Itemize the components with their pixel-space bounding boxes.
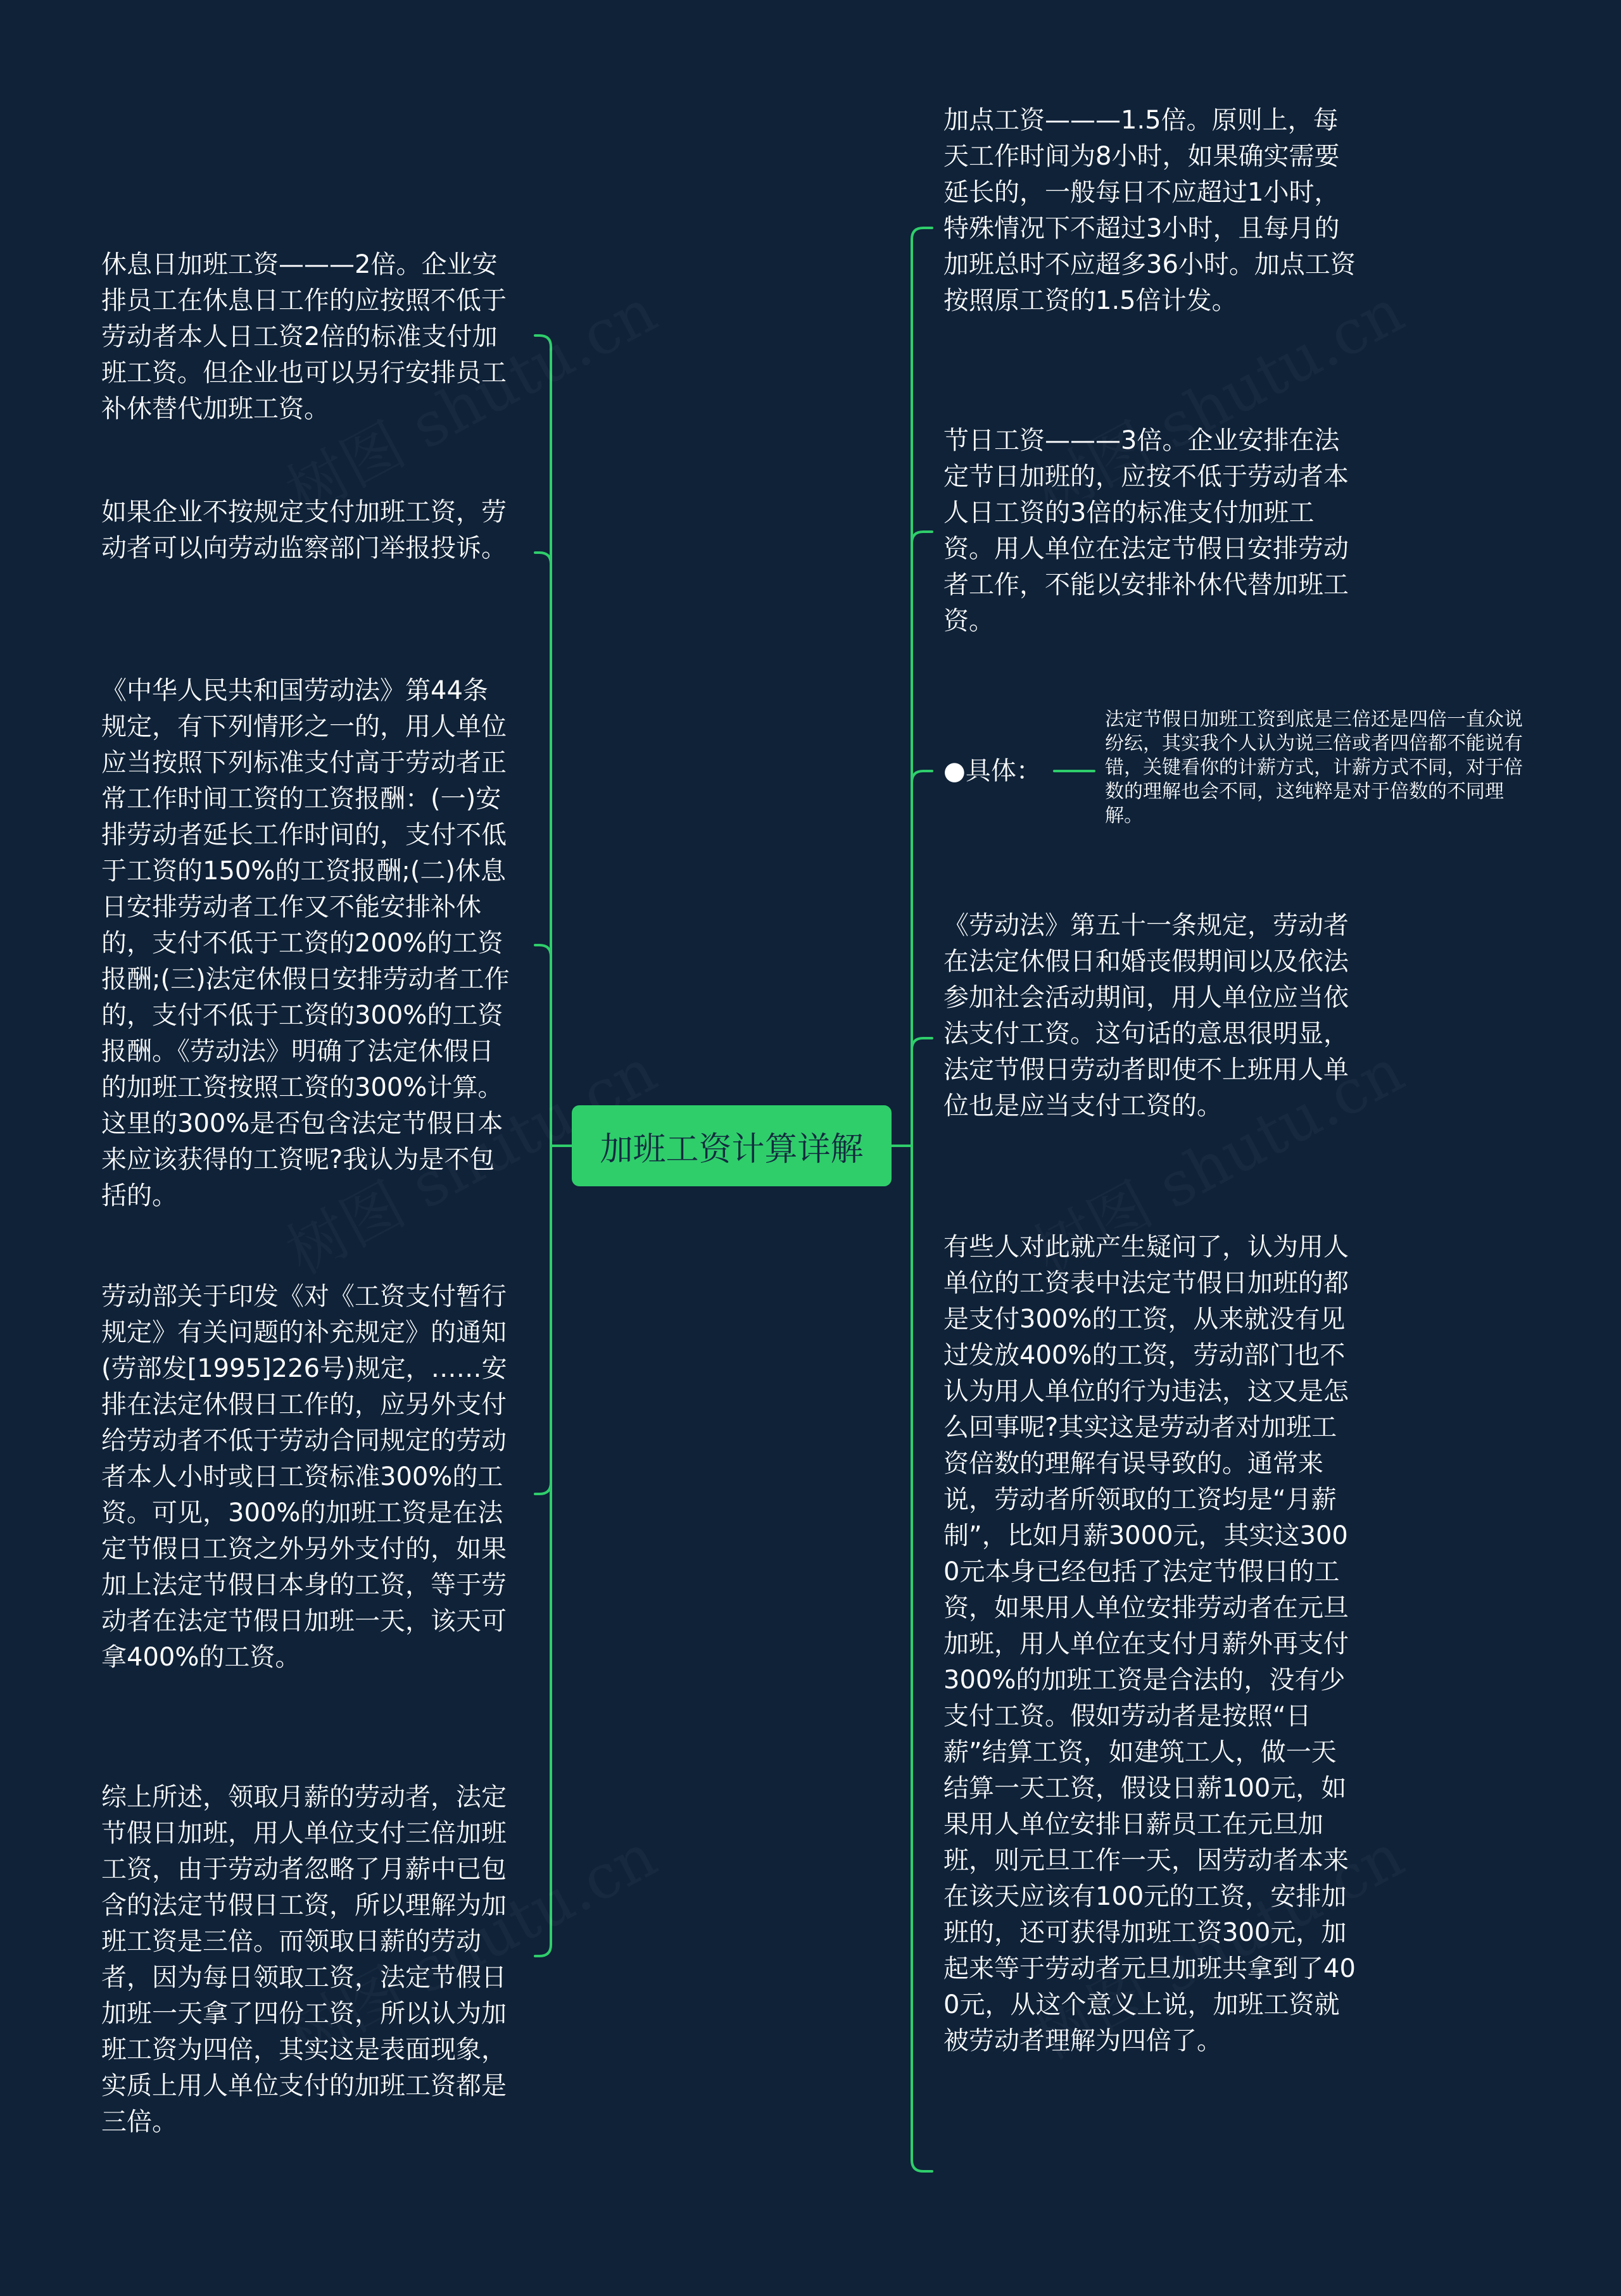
- left-topic-supplementary-regulation[interactable]: 劳动部关于印发《对《工资支付暂行规定》有关问题的补充规定》的通知(劳部发[1995]226号)规定，……安排在法定休假日工作的，应另外支付给劳动者不低于劳动合同规定的劳动者本人小时或日工资标准300%的工资。可见，300%的加班工资是在法定节假日工资之外另外支付的，如果加上法定节假日本身的工资，等于劳动者在法定节假日加班一天，该天可拿400%的工资。: [101, 1282, 507, 1672]
- left-branch-connector-0: [535, 336, 551, 347]
- left-topic-labor-law-article-44[interactable]: 《中华人民共和国劳动法》第44条规定，有下列情形之一的，用人单位应当按照下列标准支付高于劳动者正常工作时间工资的工资报酬：(一)安排劳动者延长工作时间的，支付不低于工资的150%的工资报酬;(二)休息日安排劳动者工作又不能安排补休的，支付不低于工资的200%的工资报酬;(三)法定休假日安排劳动者工作的，支付不低于工资的300%的工资报酬。《劳动法》明确了法定休假日的加班工资按照工资的300%计算。这里的300%是否包含法定节假日本来应该获得的工资呢?我认为是不包括的。: [101, 676, 510, 1210]
- right-topic-overtime-hours-pay[interactable]: 加点工资———1.5倍。原则上，每天工作时间为8小时，如果确实需要延长的，一般每日不应超过1小时，特殊情况下不超过3小时，且每月的加班总时不应超多36小时。加点工资按照原工资的1.5倍计发。: [943, 106, 1356, 315]
- left-topic-rest-day-pay[interactable]: 休息日加班工资———2倍。企业安排员工在休息日工作的应按照不低于劳动者本人日工资2倍的标准支付加班工资。但企业也可以另行安排员工补休替代加班工资。: [101, 250, 507, 423]
- right-subtopic-specific-detail[interactable]: 法定节假日加班工资到底是三倍还是四倍一直众说纷纭，其实我个人认为说三倍或者四倍都不能说有错，关键看你的计薪方式，计薪方式不同，对于倍数的理解也会不同，这纯粹是对于倍数的不同理解。: [1105, 708, 1523, 827]
- right-topic-holiday-pay[interactable]: 节日工资———3倍。企业安排在法定节日加班的，应按不低于劳动者本人日工资的3倍的标准支付加班工资。用人单位在法定节假日安排劳动者工作，不能以安排补休代替加班工资。: [943, 426, 1349, 636]
- right-branch-connector-2: [912, 771, 932, 782]
- right-topic-specific-label[interactable]: ●具体：: [943, 756, 1042, 786]
- left-topic-summary[interactable]: 综上所述，领取月薪的劳动者，法定节假日加班，用人单位支付三倍加班工资，由于劳动者忽略了月薪中已包含的法定节假日工资，所以理解为加班工资是三倍。而领取日薪的劳动者，因为每日领取工资，法定节假日加班一天拿了四份工资，所以认为加班工资为四倍，其实这是表面现象，实质上用人单位支付的加班工资都是三倍。: [101, 1783, 507, 2136]
- left-branch-connector-1: [535, 553, 551, 564]
- right-branch-connector-0: [912, 228, 932, 239]
- left-topic-report-complaint[interactable]: 如果企业不按规定支付加班工资，劳动者可以向劳动监察部门举报投诉。: [101, 498, 507, 563]
- right-branch-connector-1: [912, 532, 932, 543]
- left-branch-connector-2: [535, 945, 551, 957]
- left-branch-connector-3: [535, 1483, 551, 1494]
- right-branch-connector-3: [912, 1038, 932, 1050]
- left-branch-connector-4: [535, 1945, 551, 1956]
- root-topic[interactable]: 加班工资计算详解: [572, 1105, 892, 1186]
- right-topic-doubts-explanation[interactable]: 有些人对此就产生疑问了，认为用人单位的工资表中法定节假日加班的都是支付300%的工资，从来就没有见过发放400%的工资，劳动部门也不认为用人单位的行为违法，这又是怎么回事呢?其实这是劳动者对加班工资倍数的理解有误导致的。通常来说，劳动者所领取的工资均是“月薪制”，比如月薪3000元，其实这3000元本身已经包括了法定节假日的工资，如果用人单位安排劳动者在元旦加班，用人单位在支付月薪外再支付300%的加班工资是合法的，没有少支付工资。假如劳动者是按照“日薪”结算工资，如建筑工人，做一天结算一天工资，假设日薪100元，如果用人单位安排日薪员工在元旦加班，则元旦工作一天，因劳动者本来在该天应该有100元的工资，安排加班的，还可获得加班工资300元，加起来等于劳动者元旦加班共拿到了400元，从这个意义上说，加班工资就被劳动者理解为四倍了。: [943, 1233, 1356, 2055]
- right-topic-labor-law-article-51[interactable]: 《劳动法》第五十一条规定，劳动者在法定休假日和婚丧假期间以及依法参加社会活动期间，用人单位应当依法支付工资。这句话的意思很明显，法定节假日劳动者即使不上班用人单位也是应当支付工资的。: [943, 911, 1349, 1120]
- right-branch-connector-4: [912, 2160, 932, 2171]
